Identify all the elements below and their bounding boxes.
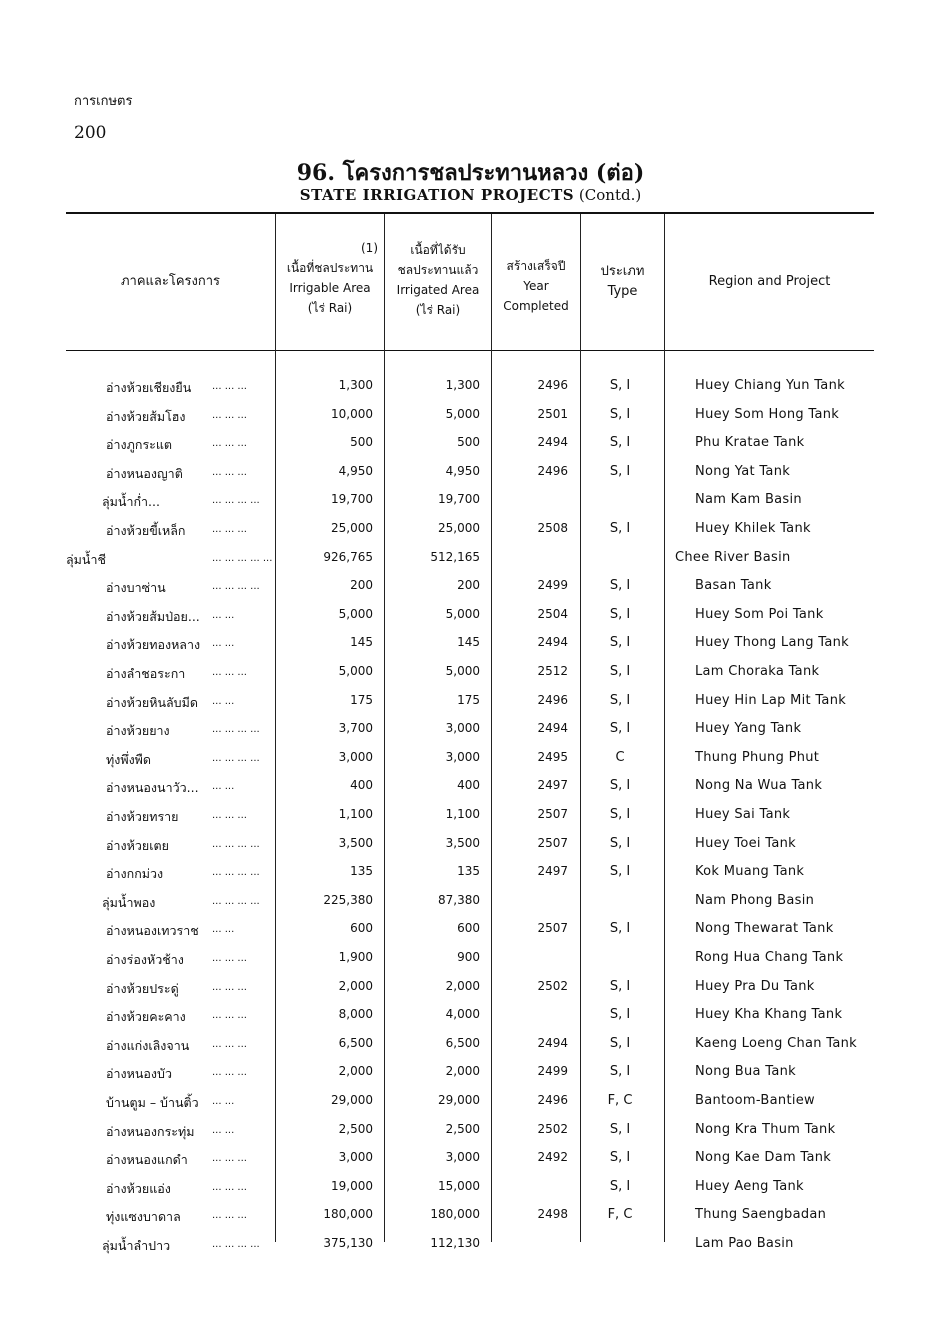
project-name-english: Chee River Basin [675,549,791,565]
project-name-english: Phu Kratae Tank [695,435,805,451]
project-name-thai: ทุ่งพึ่งพืด [106,751,152,767]
leader-dots: ... ... [212,781,235,793]
year-completed: 2496 [537,692,568,707]
project-name-english: Huey Chiang Yun Tank [695,378,845,393]
year-completed: 2499 [537,578,568,593]
table-row [66,1232,874,1260]
table-row [66,803,874,831]
year-completed: 2494 [537,721,568,736]
project-type: S, I [609,835,631,851]
irrigated-area: 500 [457,435,480,450]
irrigable-area: 29,000 [331,1093,373,1107]
irrigable-area: 19,000 [331,1178,373,1193]
project-name-thai: อ่างห้วยยาง [106,723,170,739]
project-name-english: Basan Tank [695,578,772,594]
table-row [66,403,874,431]
leader-dots: ... ... ... ... [212,895,260,907]
leader-dots: ... ... ... [212,524,247,535]
irrigated-area: 3,000 [445,1150,480,1165]
irrigable-area: 375,130 [323,1236,373,1250]
project-name-thai: อ่างห้วยแอ่ง [106,1180,171,1196]
project-name-thai: อ่างหนองเทวราช [106,923,199,939]
project-name-thai: อ่างหนองญาติ [106,465,183,481]
table-row [66,631,874,659]
project-type: S, I [609,807,631,822]
project-name-english: Huey Sai Tank [695,807,791,822]
table-row [66,774,874,802]
leader-dots: ... ... ... [212,953,247,964]
irrigated-area: 15,000 [438,1178,480,1193]
table-row [66,889,874,917]
project-type: S, I [609,1035,631,1051]
project-name-english: Nong Thewarat Tank [695,921,834,937]
header-irrigable [276,238,384,318]
leader-dots: ... ... [212,609,235,621]
table-row [66,546,874,574]
irrigated-area: 135 [457,864,480,879]
leader-dots: ... ... ... [212,981,247,993]
project-name-thai: อ่างหนองกระทุ่ม [106,1123,195,1139]
project-name-english: Thung Phung Phut [695,749,820,765]
leader-dots: ... ... ... [212,810,247,821]
table-row [66,1175,874,1203]
year-completed: 2502 [537,978,568,993]
project-name-english: Lam Pao Basin [695,1236,794,1251]
leader-dots: ... ... ... [212,1010,247,1022]
project-name-english: Rong Hua Chang Tank [695,950,844,965]
project-name-thai: อ่างหนองแกดำ [106,1152,188,1168]
project-type: S, I [609,692,631,708]
project-name-english: Nong Kae Dam Tank [695,1150,832,1166]
project-type: S, I [609,463,631,479]
project-name-thai: อ่างกกม่วง [106,866,164,882]
leader-dots: ... ... ... [212,1181,247,1193]
project-type: S, I [609,1178,631,1194]
project-name-thai: อ่างร่องหัวช้าง [106,952,184,967]
leader-dots: ... ... ... [212,1153,247,1165]
leader-dots: ... ... ... [212,409,247,421]
leader-dots: ... ... ... [212,1067,247,1079]
year-completed: 2507 [537,835,568,850]
irrigated-area: 4,000 [445,1007,480,1022]
irrigable-area: 3,000 [338,749,373,764]
table-row [66,975,874,1003]
table-row [66,374,874,402]
leader-dots: ... ... ... [212,438,247,450]
year-completed: 2492 [537,1150,568,1165]
project-name-english: Nong Yat Tank [695,463,791,479]
irrigable-area: 175 [350,692,373,707]
project-type: C [615,749,625,765]
project-name-thai: อ่างแก่งเลิงจาน [106,1037,190,1053]
irrigated-area: 87,380 [438,892,480,907]
table-row [66,746,874,774]
project-name-english: Huey Kha Khang Tank [695,1007,843,1023]
project-name-thai: อ่างห้วยหินลับมีด [106,694,198,710]
project-name-thai: อ่างห้วยคะคาง [106,1009,186,1025]
irrigable-area: 225,380 [323,892,373,907]
project-name-english: Huey Som Poi Tank [695,606,824,622]
leader-dots: ... ... ... ... [212,581,260,593]
project-name-thai: อ่างห้วยประดู่ [106,980,179,996]
project-type: S, I [609,606,631,622]
irrigable-area: 3,500 [338,835,373,850]
irrigable-area: 1,900 [338,950,373,964]
leader-dots: ... ... [212,1124,235,1136]
table-top-rule [66,212,874,214]
irrigable-area: 8,000 [338,1007,373,1022]
table-row [66,1089,874,1117]
year-completed: 2497 [537,864,568,879]
year-completed: 2504 [537,606,568,621]
project-type: S, I [609,664,631,679]
table-row [66,1003,874,1031]
table-header-rule [66,350,874,351]
irrigable-area: 180,000 [323,1207,373,1222]
header-region-english: Region and Project [708,274,831,289]
year-completed: 2494 [537,1035,568,1050]
table-row [66,1032,874,1060]
project-name-thai: อ่างบาซ่าน [106,580,166,596]
header-year [492,256,580,316]
header-year-english-2: Completed [503,299,569,313]
irrigable-area: 145 [350,635,373,650]
project-name-english: Kok Muang Tank [695,864,805,880]
project-type: S, I [609,921,631,937]
project-name-english: Huey Pra Du Tank [695,978,815,994]
header-irrigable-english: Irrigable Area [289,281,371,295]
project-name-thai: อ่างภูกระแต [106,437,173,453]
irrigable-area: 6,500 [338,1035,373,1050]
irrigated-area: 29,000 [438,1093,480,1107]
project-name-english: Huey Yang Tank [695,721,802,737]
leader-dots: ... ... [212,695,235,707]
irrigated-area: 5,000 [445,606,480,621]
project-name-thai: อ่างลำชอระกา [106,666,186,681]
table-row [66,460,874,488]
irrigated-area: 400 [457,778,480,793]
irrigated-area: 19,700 [438,492,480,507]
irrigated-area: 5,000 [445,406,480,421]
year-completed: 2508 [537,521,568,535]
year-completed: 2512 [537,664,568,678]
header-irrigated-thai-2: ชลประทานแล้ว [397,263,479,277]
table-row [66,860,874,888]
project-name-thai: อ่างห้วยเตย [106,837,169,853]
header-type-thai: ประเภท [600,264,645,279]
table-row [66,917,874,945]
irrigated-area: 600 [457,921,480,936]
leader-dots: ... ... ... [212,1038,247,1050]
year-completed: 2498 [537,1207,568,1222]
project-name-thai: ลุ่มน้ำชี [66,551,106,567]
header-type-english: Type [607,284,638,299]
project-name-english: Huey Khilek Tank [695,521,811,536]
project-type: S, I [609,864,631,880]
irrigated-area: 900 [457,950,480,964]
table-row [66,431,874,459]
project-name-thai: อ่างห้วยเชียงยืน [106,380,192,395]
year-completed: 2494 [537,635,568,650]
irrigable-area: 200 [350,578,373,593]
project-name-english: Bantoom-Bantiew [695,1093,815,1108]
irrigable-area: 2,500 [338,1121,373,1136]
irrigated-area: 180,000 [430,1207,480,1222]
header-year-english-1: Year [523,279,549,293]
irrigable-area: 1,300 [338,378,373,392]
table-row [66,717,874,745]
irrigated-area: 2,000 [445,1064,480,1079]
header-irrigated-unit: (ไร่ Rai) [415,303,461,317]
project-type: S, I [609,435,631,451]
header-type [581,262,664,302]
leader-dots: ... ... ... ... [212,1239,260,1250]
irrigable-area: 25,000 [331,521,373,535]
year-completed: 2507 [537,921,568,936]
irrigable-area: 19,700 [331,492,373,507]
project-name-english: Huey Thong Lang Tank [695,635,849,651]
project-type: S, I [609,635,631,651]
project-name-thai: อ่างหนองนาวัว... [106,780,199,796]
irrigated-area: 3,000 [445,721,480,736]
header-irrigable-thai: เนื้อที่ชลประทาน [286,261,374,275]
project-name-english: Thung Saengbadan [695,1207,827,1223]
leader-dots: ... ... ... [212,667,247,678]
table-row [66,832,874,860]
project-name-thai: บ้านตูม – บ้านติ้ว [106,1095,199,1110]
project-type: S, I [609,1064,631,1080]
project-name-thai: อ่างห้วยขี้เหล็ก [106,523,186,538]
leader-dots: ... ... ... ... ... [212,552,273,564]
irrigated-area: 112,130 [430,1236,480,1250]
irrigated-area: 2,000 [445,978,480,993]
table-row [66,1203,874,1231]
irrigable-area: 10,000 [331,406,373,421]
irrigated-area: 512,165 [430,549,480,564]
irrigated-area: 3,000 [445,749,480,764]
page-section-label: การเกษตร [74,94,133,109]
irrigable-area: 3,700 [338,721,373,736]
project-name-english: Nong Kra Thum Tank [695,1121,836,1137]
table-row [66,1060,874,1088]
irrigable-area: 500 [350,435,373,450]
irrigable-area: 5,000 [338,664,373,678]
project-name-thai: อ่างห้วยส้มโฮง [106,408,186,424]
irrigated-area: 200 [457,578,480,593]
project-name-english: Nong Na Wua Tank [695,778,823,794]
year-completed: 2496 [537,1093,568,1107]
header-irrigable-note: (1) [361,241,378,255]
leader-dots: ... ... ... ... [212,495,260,507]
table-row [66,660,874,688]
project-name-thai: อ่างหนองบัว [106,1066,172,1082]
project-name-english: Nong Bua Tank [695,1064,796,1080]
irrigable-area: 600 [350,921,373,936]
leader-dots: ... ... [212,638,235,650]
irrigated-area: 4,950 [445,463,480,478]
project-name-english: Lam Choraka Tank [695,664,820,679]
table-row [66,517,874,545]
leader-dots: ... ... ... ... [212,838,260,850]
leader-dots: ... ... ... ... [212,867,260,879]
project-name-thai: ลุ่มน้ำก่ำ... [102,494,160,510]
project-name-english: Huey Som Hong Tank [695,406,840,422]
year-completed: 2496 [537,378,568,392]
irrigable-area: 3,000 [338,1150,373,1165]
leader-dots: ... ... ... ... [212,752,260,764]
year-completed: 2496 [537,463,568,478]
project-name-thai: ลุ่มน้ำพอง [102,894,156,910]
irrigated-area: 2,500 [445,1121,480,1136]
irrigated-area: 25,000 [438,521,480,535]
header-irrigated [385,240,491,320]
project-type: S, I [609,578,631,594]
project-type: S, I [609,778,631,794]
table-row [66,603,874,631]
leader-dots: ... ... [212,1096,235,1107]
table-title-english-main: STATE IRRIGATION PROJECTS [299,186,575,204]
irrigated-area: 1,100 [445,807,480,821]
leader-dots: ... ... ... ... [212,724,260,736]
header-irrigated-english: Irrigated Area [396,283,480,297]
irrigable-area: 926,765 [323,549,373,564]
project-name-thai: อ่างห้วยทองหลาง [106,637,201,653]
header-irrigable-unit: (ไร่ Rai) [307,301,353,315]
project-name-thai: อ่างห้วยส้มป่อย... [106,608,200,624]
project-name-thai: ทุ่งแซงบาดาล [106,1209,181,1225]
leader-dots: ... ... [212,924,235,936]
project-name-english: Nam Phong Basin [695,892,815,908]
table-row [66,946,874,974]
irrigated-area: 145 [457,635,480,650]
irrigated-area: 6,500 [445,1035,480,1050]
year-completed: 2507 [537,807,568,821]
irrigable-area: 2,000 [338,978,373,993]
page-number: 200 [74,123,107,143]
project-type: S, I [609,1150,631,1166]
year-completed: 2494 [537,435,568,450]
table-row [66,1118,874,1146]
irrigated-area: 5,000 [445,664,480,678]
project-name-thai: อ่างห้วยทราย [106,809,179,824]
leader-dots: ... ... ... [212,1210,247,1222]
project-type: S, I [609,1121,631,1137]
leader-dots: ... ... ... [212,381,247,392]
header-region-thai: ภาคและโครงการ [120,274,221,289]
irrigated-area: 175 [457,692,480,707]
project-name-english: Huey Toei Tank [695,835,796,851]
header-irrigated-thai-1: เนื้อที่ได้รับ [410,243,466,257]
irrigable-area: 4,950 [338,463,373,478]
project-type: F, C [607,1093,633,1108]
project-name-english: Kaeng Loeng Chan Tank [695,1035,857,1051]
project-name-english: Huey Hin Lap Mit Tank [695,692,847,708]
table-row [66,689,874,717]
project-type: S, I [609,406,631,422]
table-row [66,574,874,602]
table-row [66,1146,874,1174]
irrigable-area: 400 [350,778,373,793]
table-title-english-suffix: (Contd.) [578,186,642,204]
project-type: S, I [609,378,631,393]
header-year-thai: สร้างเสร็จปี [506,259,566,273]
project-name-english: Huey Aeng Tank [695,1178,804,1194]
irrigated-area: 1,300 [445,378,480,392]
irrigable-area: 1,100 [338,807,373,821]
table-title-english [0,186,941,204]
project-type: S, I [609,1007,631,1023]
project-type: S, I [609,721,631,737]
irrigable-area: 2,000 [338,1064,373,1079]
project-type: F, C [607,1207,633,1223]
project-name-thai: ลุ่มน้ำลำปาว [102,1238,171,1253]
project-name-english: Nam Kam Basin [695,492,802,508]
year-completed: 2502 [537,1121,568,1136]
table-title-thai: 96. โครงการชลประทานหลวง (ต่อ) [296,160,645,186]
irrigable-area: 135 [350,864,373,879]
project-type: S, I [609,978,631,994]
project-type: S, I [609,521,631,536]
leader-dots: ... ... ... [212,466,247,478]
year-completed: 2495 [537,749,568,764]
year-completed: 2499 [537,1064,568,1079]
year-completed: 2501 [537,406,568,421]
irrigated-area: 3,500 [445,835,480,850]
table-row [66,488,874,516]
year-completed: 2497 [537,778,568,793]
irrigable-area: 5,000 [338,606,373,621]
